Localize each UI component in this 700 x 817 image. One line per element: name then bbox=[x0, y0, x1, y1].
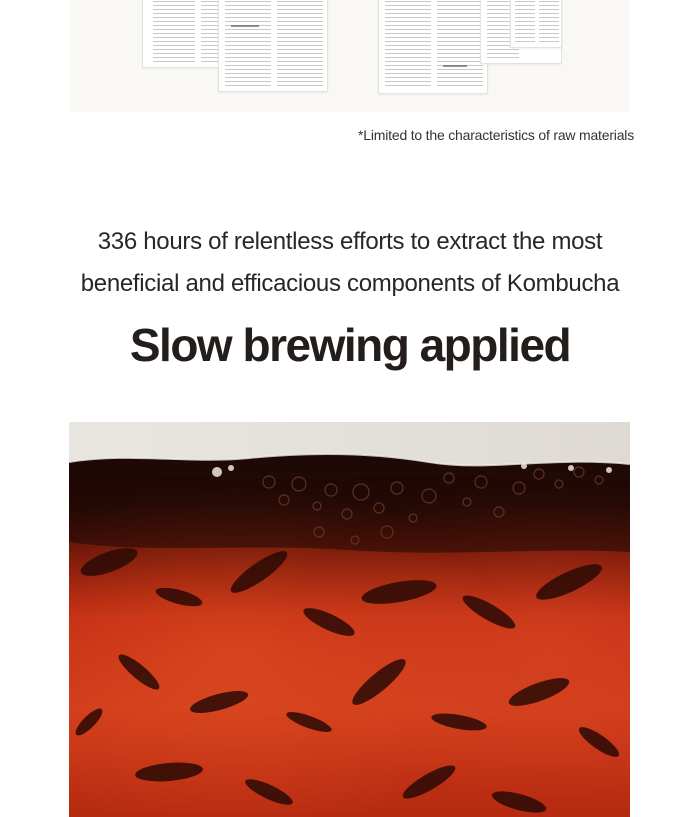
intro-line-1: 336 hours of relentless efforts to extract the most bbox=[97, 228, 603, 255]
headline: Slow brewing applied bbox=[129, 319, 571, 371]
research-papers-image bbox=[70, 0, 630, 112]
research-paper bbox=[218, 0, 328, 92]
intro-line-2: beneficial and efficacious components of Kombucha bbox=[80, 270, 620, 297]
footnote: *Limited to the characteristics of raw materials bbox=[358, 127, 634, 143]
research-paper bbox=[378, 0, 488, 94]
kombucha-brewing-photo bbox=[69, 422, 630, 817]
research-paper bbox=[510, 0, 562, 48]
